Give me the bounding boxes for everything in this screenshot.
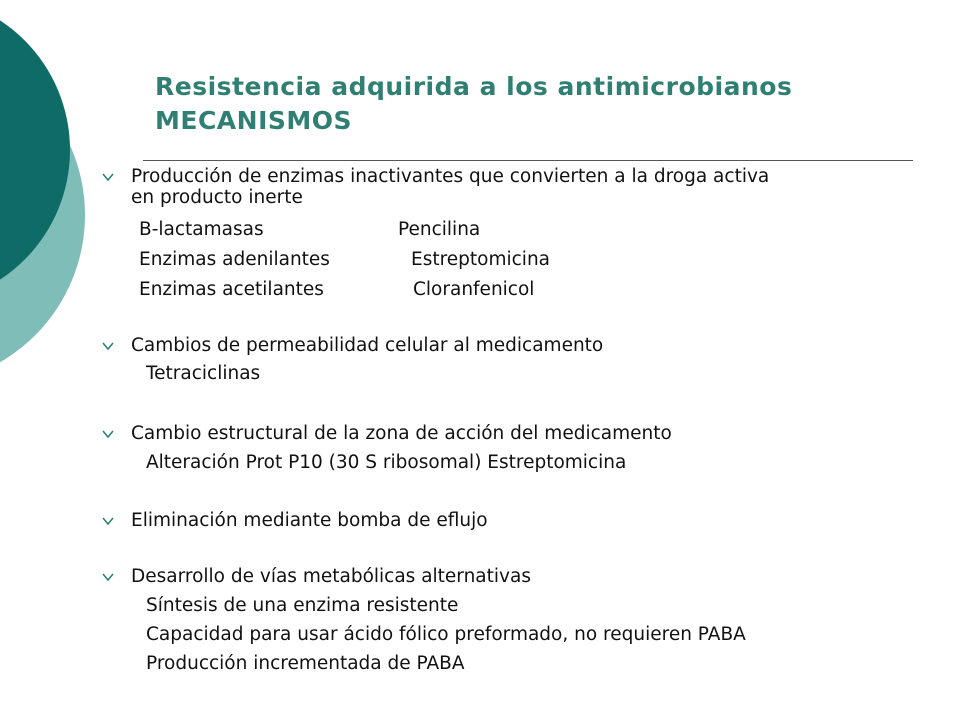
bullet-estructural-detail: Alteración Prot P10 (30 S ribosomal) Estreptomicina: [146, 452, 627, 473]
title-line-1: Resistencia adquirida a los antimicrobianos: [155, 72, 793, 101]
enzyme-name: Enzimas adenilantes: [139, 249, 330, 270]
enzyme-name: B-lactamasas: [139, 219, 264, 240]
chevron-down-icon: [101, 170, 115, 184]
drug-name: Pencilina: [398, 219, 481, 240]
bullet-metabolicas-heading: Desarrollo de vías metabólicas alternativas: [131, 566, 531, 587]
bullet-enzimas-heading-1: Producción de enzimas inactivantes que convierten a la droga activa: [131, 166, 770, 187]
bullet-enzimas-heading-2: en producto inerte: [131, 187, 303, 208]
bullet-estructural-heading: Cambio estructural de la zona de acción del medicamento: [131, 423, 672, 444]
drug-name: Cloranfenicol: [413, 279, 535, 300]
chevron-down-icon: [101, 339, 115, 353]
chevron-down-icon: [101, 570, 115, 584]
bullet-metabolicas-detail: Capacidad para usar ácido fólico preformado, no requieren PABA: [146, 624, 746, 645]
bullet-metabolicas-detail: Producción incrementada de PABA: [146, 653, 465, 674]
title-line-2: MECANISMOS: [155, 106, 353, 135]
bullet-metabolicas-detail: Síntesis de una enzima resistente: [146, 595, 459, 616]
chevron-down-icon: [101, 427, 115, 441]
drug-name: Estreptomicina: [411, 249, 551, 270]
enzyme-name: Enzimas acetilantes: [139, 279, 324, 300]
bullet-permeabilidad-heading: Cambios de permeabilidad celular al medicamento: [131, 335, 604, 356]
bullet-permeabilidad-detail: Tetraciclinas: [146, 363, 261, 384]
chevron-down-icon: [101, 514, 115, 528]
bullet-eflujo-heading: Eliminación mediante bomba de eflujo: [131, 510, 488, 531]
